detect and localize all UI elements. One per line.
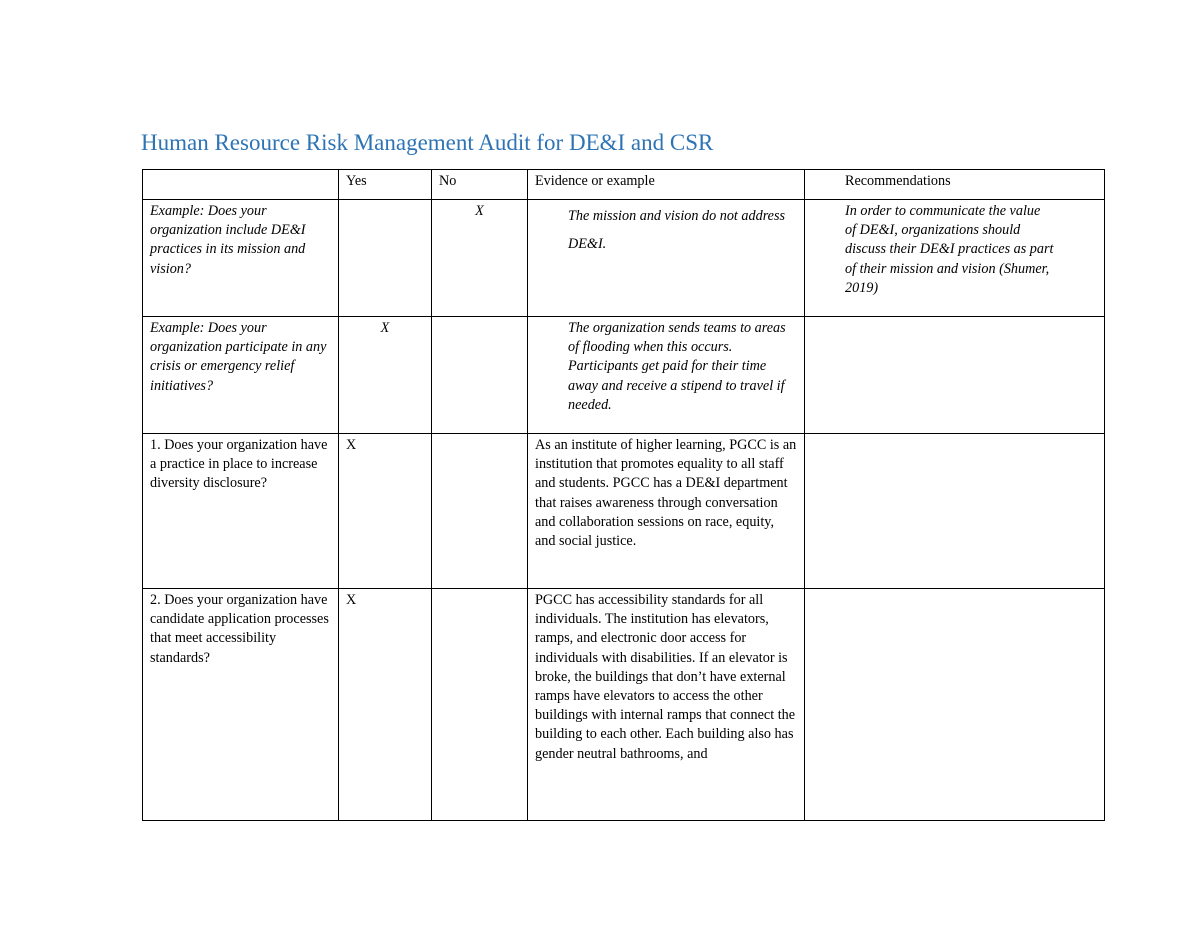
- header-cell-yes: Yes: [339, 170, 432, 200]
- table-row: [143, 589, 1105, 821]
- document-title: Human Resource Risk Management Audit for DE&I and CSR: [141, 130, 714, 155]
- table-row: [143, 434, 1105, 589]
- no-cell: [432, 434, 528, 589]
- yes-cell: [339, 200, 432, 317]
- no-cell: X: [432, 200, 528, 317]
- table-row: [143, 317, 1105, 434]
- evidence-cell: The organization sends teams to areas of flooding when this occurs. Participants get paid for their time away and receive a stipend to travel if needed.: [528, 317, 805, 434]
- table-header-row: [143, 170, 1105, 200]
- evidence-cell: [528, 589, 805, 821]
- table-row: [143, 200, 1105, 317]
- header-cell-evidence: Evidence or example: [528, 170, 805, 200]
- question-cell: Example: Does your organization participate in any crisis or emergency relief initiatives?: [143, 317, 339, 434]
- yes-cell: X: [339, 434, 432, 589]
- no-cell: [432, 589, 528, 821]
- header-cell-question: [143, 170, 339, 200]
- question-cell: Example: Does your organization include DE&I practices in its mission and vision?: [143, 200, 339, 317]
- recommendation-cell: In order to communicate the value of DE&I, organizations should discuss their DE&I practices as part of their mission and vision (Shumer, 2019): [805, 200, 1105, 317]
- audit-table: [142, 169, 1105, 821]
- evidence-cell: As an institute of higher learning, PGCC is an institution that promotes equality to all staff and students. PGCC has a DE&I department that raises awareness through conversation and collaboration sessions on race, equity, and social justice.: [528, 434, 805, 589]
- recommendation-cell: [805, 434, 1105, 589]
- evidence-cell: The mission and vision do not address DE&I.: [528, 200, 805, 317]
- yes-cell: X: [339, 317, 432, 434]
- no-cell: [432, 317, 528, 434]
- question-cell: 2. Does your organization have candidate application processes that meet accessibility standards?: [143, 589, 339, 821]
- question-cell: 1. Does your organization have a practice in place to increase diversity disclosure?: [143, 434, 339, 589]
- recommendation-cell: [805, 589, 1105, 821]
- header-cell-recommendations: Recommendations: [805, 170, 1105, 200]
- yes-cell: X: [339, 589, 432, 821]
- evidence-text: PGCC has accessibility standards for all individuals. The institution has elevators, ramps, and electronic door access for individuals with disabilities. If an elevator is broke, the buildings that don’t have external ramps have elevators to access the other buildings with internal ramps that connect the building to each other. Each building also has gender neutral bathrooms, and: [535, 592, 796, 762]
- header-cell-no: No: [432, 170, 528, 200]
- recommendation-cell: [805, 317, 1105, 434]
